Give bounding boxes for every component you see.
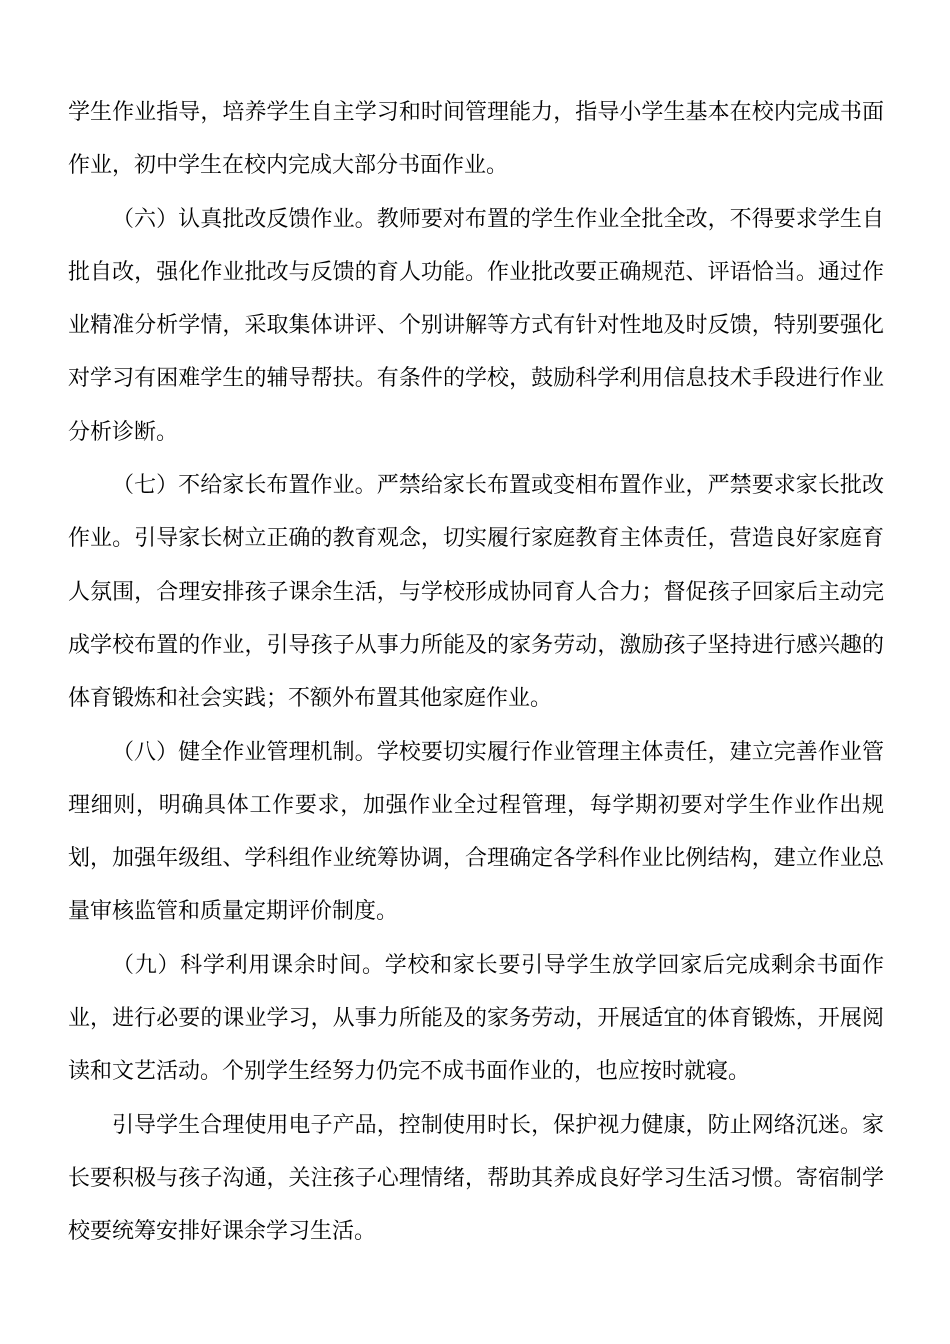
- paragraph-6-grading-feedback: （六）认真批改反馈作业。教师要对布置的学生作业全批全改，不得要求学生自批自改，强化作业批改与反馈的育人功能。作业批改要正确规范、评语恰当。通过作业精准分析学情，采取集体讲评、个别讲解等方式有针对性地及时反馈，特别要强化对学习有困难学生的辅导帮扶。有条件的学校，鼓励科学利用信息技术手段进行作业分析诊断。: [68, 206, 884, 445]
- paragraph-8-homework-management: （八）健全作业管理机制。学校要切实履行作业管理主体责任，建立完善作业管理细则，明确具体工作要求，加强作业全过程管理，每学期初要对学生作业作出规划，加强年级组、学科组作业统筹协调，合理确定各学科作业比例结构，建立作业总量审核监管和质量定期评价制度。: [68, 739, 884, 925]
- paragraph-9-after-school-time: （九）科学利用课余时间。学校和家长要引导学生放学回家后完成剩余书面作业，进行必要的课业学习，从事力所能及的家务劳动，开展适宜的体育锻炼，开展阅读和文艺活动。个别学生经努力仍完不成书面作业的，也应按时就寝。: [68, 952, 884, 1085]
- paragraph-student-homework-guidance: 学生作业指导，培养学生自主学习和时间管理能力，指导小学生基本在校内完成书面作业，初中学生在校内完成大部分书面作业。: [68, 100, 884, 179]
- paragraph-electronic-products: 引导学生合理使用电子产品，控制使用时长，保护视力健康，防止网络沉迷。家长要积极与孩子沟通，关注孩子心理情绪，帮助其养成良好学习生活习惯。寄宿制学校要统筹安排好课余学习生活。: [68, 1112, 884, 1245]
- document-body: [68, 86, 884, 1259]
- paragraph-7-no-parent-homework: （七）不给家长布置作业。严禁给家长布置或变相布置作业，严禁要求家长批改作业。引导家长树立正确的教育观念，切实履行家庭教育主体责任，营造良好家庭育人氛围，合理安排孩子课余生活，与学校形成协同育人合力；督促孩子回家后主动完成学校布置的作业，引导孩子从事力所能及的家务劳动，激励孩子坚持进行感兴趣的体育锻炼和社会实践；不额外布置其他家庭作业。: [68, 473, 884, 712]
